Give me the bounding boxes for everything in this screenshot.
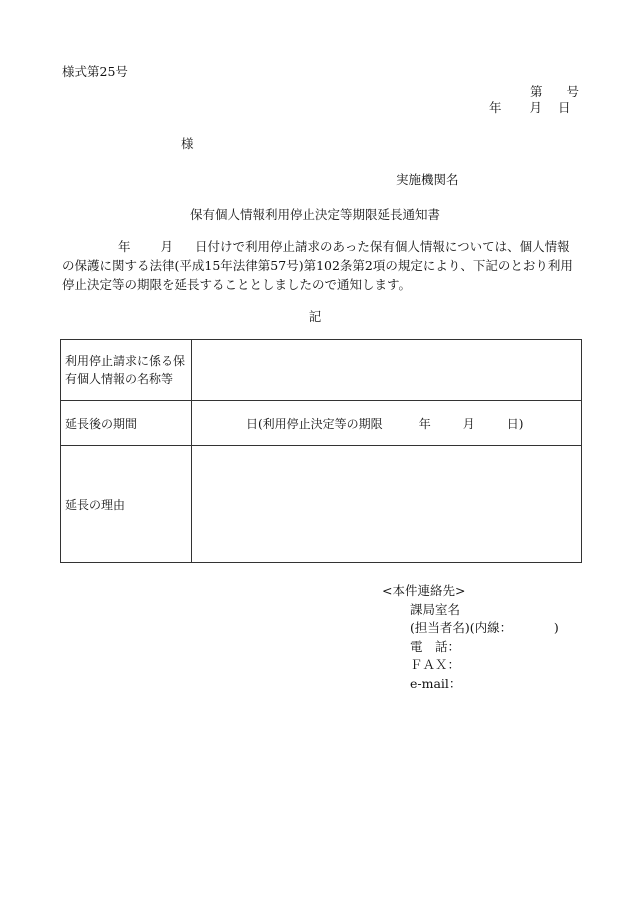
- info-name-label: 利用停止請求に係る保有個人情報の名称等: [61, 340, 192, 401]
- contact-person-label: (担当者名)(内線：: [410, 620, 506, 635]
- document-date: [489, 98, 571, 116]
- form-number: 様式第25号: [62, 64, 128, 79]
- body-paragraph: [62, 237, 582, 294]
- body-text: 日付けで利用停止請求のあった保有個人情報については、個人情報の保護に関する法律(平成15年法律第57号)第102条第2項の規定により、下記のとおり利用停止決定等の期限を延長することとしましたので通知します。: [62, 239, 573, 292]
- extension-reason-value: [192, 446, 582, 563]
- table-row: [61, 340, 582, 401]
- date-day: 日: [558, 100, 571, 115]
- body-year: 年: [118, 239, 131, 254]
- contact-fax: ＦＡＸ：: [410, 657, 461, 672]
- ki-marker: 記: [308, 309, 322, 324]
- contact-block: [382, 582, 559, 693]
- period-year: 年: [418, 416, 431, 431]
- contact-section: 課局室名: [410, 601, 461, 617]
- period-day: 日): [506, 416, 524, 431]
- document-title: 保有個人情報利用停止決定等期限延長通知書: [189, 207, 440, 222]
- contact-heading: <本件連絡先>: [382, 583, 466, 598]
- agency-name: 実施機関名: [396, 172, 459, 187]
- date-year: 年: [489, 100, 502, 115]
- doc-no-prefix: 第: [530, 84, 543, 99]
- doc-no-suffix: 号: [566, 84, 580, 99]
- contact-person: [382, 619, 559, 638]
- extended-period-label: 延長後の期間: [61, 401, 192, 446]
- details-table: [60, 339, 582, 563]
- period-prefix: 日(利用停止決定等の期限: [246, 416, 383, 431]
- period-month: 月: [462, 416, 475, 431]
- contact-email: e-mail：: [410, 675, 462, 691]
- extended-period-value: [192, 401, 582, 446]
- contact-phone: 電 話：: [410, 638, 461, 654]
- table-row: [61, 401, 582, 446]
- extension-reason-label: 延長の理由: [61, 446, 192, 563]
- body-month: 月: [160, 239, 174, 254]
- table-row: [61, 446, 582, 563]
- contact-person-close: ): [553, 620, 559, 635]
- info-name-value: [192, 340, 582, 401]
- date-month: 月: [529, 100, 543, 115]
- addressee: 様: [181, 136, 194, 151]
